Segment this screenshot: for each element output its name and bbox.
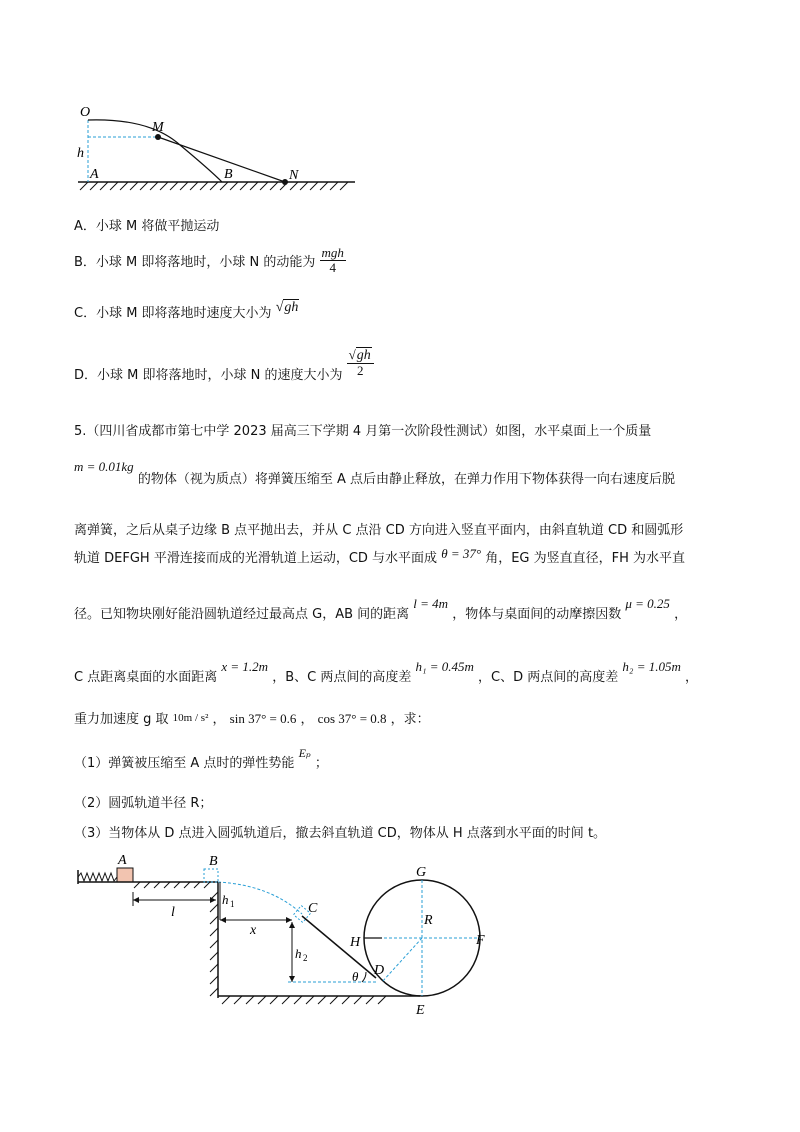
label-G: G: [416, 865, 427, 880]
label-h2: h: [295, 946, 302, 961]
option-b: B．小球 M 即将落地时，小球 N 的动能为 $\frac{\text{mgh}}{4}$: [74, 245, 344, 275]
block-A: [117, 868, 133, 882]
formula-theta: θ = 37°: [441, 546, 482, 561]
label-A: A: [118, 853, 127, 868]
option-a: A．小球 M 将做平抛运动: [74, 219, 220, 234]
label-C: C: [308, 901, 318, 916]
label-A: A: [90, 167, 99, 182]
label-l: l: [171, 905, 175, 920]
label-M: M: [152, 120, 164, 135]
question-3: （3）当物体从 D 点进入圆弧轨道后，撤去斜直轨道 CD，物体从 H 点落到水平面的时间 t。: [74, 826, 607, 841]
label-x: x: [250, 923, 257, 938]
formula-l: l = 4m: [413, 596, 449, 611]
problem5-line6: C 点距离桌面的水面距离 x = 1.2m ，B、C 两点间的高度差 h₁ = 0.45m ，C、D 两点间的高度差 h₂ = 1.05m ，: [74, 659, 699, 685]
figure-1-diagram: [70, 100, 370, 200]
label-D: D: [374, 963, 385, 978]
fraction-mgh-over-4: $\frac{\text{mgh}}{4}$: [321, 245, 344, 275]
label-N: N: [289, 168, 299, 183]
label-h1-sub: 1: [230, 899, 235, 909]
formula-x: x = 1.2m: [221, 659, 269, 674]
figure-2-diagram: [70, 850, 510, 1020]
label-B: B: [224, 167, 233, 182]
formula-g: 10m / s²: [172, 712, 209, 724]
formula-sin: sin 37° = 0.6: [229, 711, 297, 726]
problem5-line4: 轨道 DEFGH 平滑连接而成的光滑轨道上运动，CD 与水平面成 θ = 37° 角，EG 为竖直直径，FH 为水平直: [74, 546, 685, 566]
formula-Ep: Eₚ: [298, 746, 311, 760]
problem5-line5: 径。已知物块刚好能沿圆轨道经过最高点 G，AB 间的距离 l = 4m ，物体与桌面间的动摩擦因数 μ = 0.25 ，: [74, 596, 688, 622]
formula-h1: h₁ = 0.45m: [415, 659, 474, 674]
formula-mass: m = 0.01kg: [74, 459, 134, 474]
fraction-sqrtgh-over-2: $\frac{√gh}{2}$: [347, 348, 374, 378]
sqrt-gh: √gh: [275, 300, 299, 315]
problem5-line1: 5.（四川省成都市第七中学 2023 届高三下学期 4 月第一次阶段性测试）如图，水平桌面上一个质量: [74, 424, 652, 439]
question-1: （1）弹簧被压缩至 A 点时的弹性势能 Eₚ ；: [74, 746, 328, 771]
label-B: B: [209, 854, 218, 869]
problem5-line2: m = 0.01kg 的物体（视为质点）将弹簧压缩至 A 点后由静止释放，在弹力作用下物体获得一向右速度后脱: [74, 459, 675, 487]
label-R: R: [424, 913, 433, 928]
problem5-line3: 离弹簧，之后从桌子边缘 B 点平抛出去，并从 C 点沿 CD 方向进入竖直平面内，由斜直轨道 CD 和圆弧形: [74, 523, 684, 538]
formula-mu: μ = 0.25: [625, 596, 670, 611]
label-h2-sub: 2: [303, 953, 308, 963]
formula-cos: cos 37° = 0.8: [317, 711, 387, 726]
problem5-line7: 重力加速度 g 取 10m / s² ， sin 37° = 0.6 ， cos 37° = 0.8 ，求：: [74, 711, 430, 727]
label-H: H: [350, 935, 361, 950]
option-d: D．小球 M 即将落地时，小球 N 的速度大小为 $\frac{√gh}{2}$: [74, 348, 374, 378]
label-F: F: [476, 933, 485, 948]
question-2: （2）圆弧轨道半径 R；: [74, 796, 213, 811]
label-theta: θ: [352, 969, 359, 984]
label-E: E: [416, 1003, 425, 1018]
formula-h2: h₂ = 1.05m: [622, 659, 681, 674]
label-O: O: [80, 105, 91, 120]
label-h1: h: [222, 892, 229, 907]
option-c: C．小球 M 即将落地时速度大小为 √gh: [74, 300, 299, 321]
label-h: h: [77, 146, 84, 161]
